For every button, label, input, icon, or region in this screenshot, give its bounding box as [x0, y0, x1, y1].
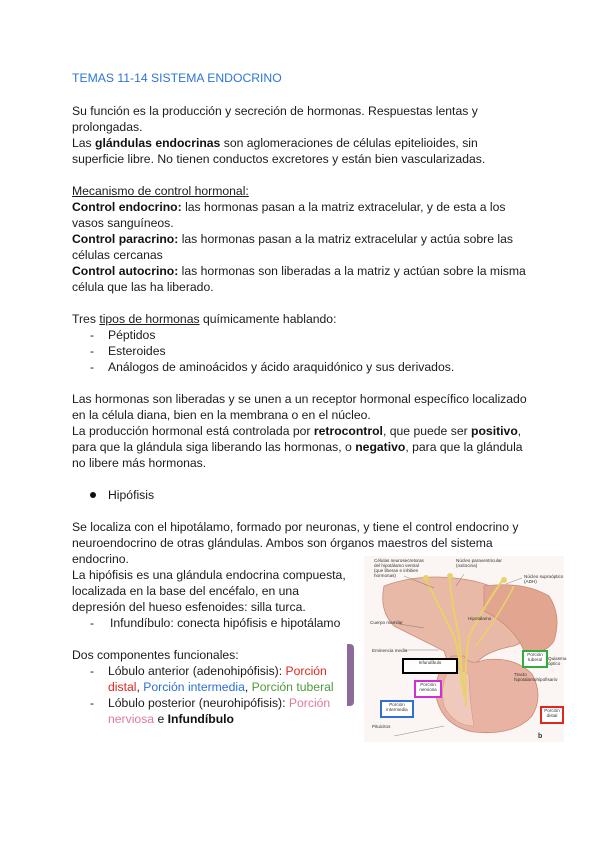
- box-label: Porción tuberal: [527, 652, 543, 662]
- glands-line-2: superficie libre. No tienen conductos excretores y están bien vascularizadas.: [72, 152, 486, 166]
- box-label: Porción intermedia: [386, 702, 408, 712]
- anterior-line-1: [108, 663, 327, 679]
- infundibulo-item: Infundíbulo: conecta hipófisis e hipotálamo: [110, 616, 341, 630]
- type-item: Esteroides: [108, 344, 166, 358]
- release-line-5: no libere más hormonas.: [72, 456, 207, 470]
- control-heading: [72, 183, 249, 199]
- label-supraoptic: Núcleo supraóptico (ADH): [524, 574, 564, 584]
- nerviosa-box: [414, 680, 442, 698]
- text-span: ,: [244, 680, 252, 694]
- box-label: Porción distal: [544, 708, 560, 718]
- dash-marker: -: [90, 328, 95, 342]
- text-span: las hormonas pasan a la matriz extracelular, y de esta a los: [181, 200, 506, 214]
- porcion-nerviosa-text: nerviosa: [108, 712, 155, 726]
- intro-line-1: Su función es la producción y secreción de hormonas. Respuestas lentas y: [72, 104, 478, 118]
- porcion-distal-text: Porción: [285, 664, 327, 678]
- histology-image-edge: [347, 644, 354, 706]
- release-line-3: [72, 423, 521, 439]
- release-line-1: Las hormonas son liberadas y se unen a un receptor hormonal específico localizado: [72, 392, 527, 406]
- label-neuro-cells: Células neurosecretoras del hipotálamo ventral (que liberan e inhiben hormonas): [374, 558, 424, 578]
- hipofisis-p1-line-3: endocrino.: [72, 552, 129, 566]
- bold-term: Control paracrino:: [72, 232, 179, 246]
- types-heading: [72, 311, 336, 327]
- control-endocrino: [72, 199, 506, 215]
- bold-term: glándulas endocrinas: [95, 136, 221, 150]
- hipofisis-p2-line-3: depresión del hueso esfenoides: silla turca.: [72, 600, 306, 614]
- underlined-term: tipos de hormonas: [99, 312, 200, 326]
- document-title: TEMAS 11-14 SISTEMA ENDOCRINO: [72, 71, 282, 85]
- control-autocrino: [72, 263, 526, 279]
- porcion-distal-text: distal: [108, 680, 137, 694]
- control-paracrino: [72, 231, 513, 247]
- porcion-tuberal-text: Porción tuberal: [251, 680, 334, 694]
- bold-term: Control endocrino:: [72, 200, 182, 214]
- anterior-line-2: [108, 679, 334, 695]
- hipofisis-p2-line-2: localizada en la base del encéfalo, en una: [72, 584, 299, 598]
- porcion-intermedia-text: Porción intermedia: [143, 680, 245, 694]
- text-span: ,: [517, 424, 522, 438]
- infundibulo-box: [402, 658, 458, 674]
- intro-line-2: prolongadas.: [72, 120, 143, 134]
- text-span: las hormonas son liberadas a la matriz y actúan sobre la misma: [178, 264, 526, 278]
- text-span: químicamente hablando:: [199, 312, 337, 326]
- text-span: Las: [72, 136, 96, 150]
- label-pituicitos: Pituicitos: [372, 724, 391, 729]
- bold-term: positivo: [471, 424, 518, 438]
- dash-marker: -: [90, 360, 95, 374]
- bold-term: Infundíbulo: [167, 712, 234, 726]
- box-label: Porción nerviosa: [419, 682, 437, 692]
- label-hipotalamo: Hipotálamo: [468, 616, 492, 621]
- bold-term: Control autocrino:: [72, 264, 179, 278]
- dash-marker: -: [90, 696, 95, 710]
- text-span: son aglomeraciones de células epitelioides, sin: [220, 136, 478, 150]
- hipofisis-p2-line-1: La hipófisis es una glándula endocrina compuesta,: [72, 568, 346, 582]
- text-span: ,: [136, 680, 144, 694]
- dash-marker: -: [90, 616, 95, 630]
- distal-box: [540, 706, 564, 724]
- text-span: , que puede ser: [382, 424, 472, 438]
- bold-term: negativo: [355, 440, 406, 454]
- type-item: Péptidos: [108, 328, 156, 342]
- porcion-nerviosa-text: Porción: [288, 696, 331, 710]
- figure-letter: b: [538, 733, 543, 740]
- text-span: , para que la glándula: [405, 440, 523, 454]
- text-span: las hormonas pasan a la matriz extracelular y actúa sobre las: [178, 232, 513, 246]
- label-quiasma: Quiasma óptico: [548, 656, 567, 666]
- dash-marker: -: [90, 664, 95, 678]
- hypophysis-diagram: [364, 556, 567, 742]
- dash-marker: -: [90, 344, 95, 358]
- control-autocrino-2: célula que las ha liberado.: [72, 280, 214, 294]
- label-paraventricular: Núcleo paraventricular (oxitocina): [456, 558, 502, 568]
- posterior-line-1: [108, 695, 330, 711]
- control-endocrino-2: vasos sanguíneos.: [72, 216, 174, 230]
- text-span: para que la glándula siga liberando las hormonas, o: [72, 440, 356, 454]
- control-paracrino-2: células cercanas: [72, 248, 163, 262]
- text-span: Lóbulo posterior (neurohipófisis):: [108, 696, 289, 710]
- release-line-4: [72, 439, 523, 455]
- release-line-2: en la célula diana, bien en la membrana o en el núcleo.: [72, 408, 371, 422]
- text-span: Lóbulo anterior (adenohipófisis):: [108, 664, 286, 678]
- hipofisis-bullet: Hipófisis: [108, 488, 155, 502]
- text-span: La producción hormonal está controlada por: [72, 424, 314, 438]
- text-span: e: [154, 712, 168, 726]
- text-span: Tres: [72, 312, 100, 326]
- bullet-dot: [90, 492, 96, 498]
- components-heading: Dos componentes funcionales:: [72, 648, 239, 662]
- label-tracto: Tracto hipotalamohipofisario: [514, 672, 558, 682]
- box-label: Infundíbulo: [418, 660, 442, 665]
- bold-term: retrocontrol: [313, 424, 383, 438]
- label-eminencia: Eminencia media: [372, 648, 408, 653]
- tuberal-box: [522, 650, 548, 668]
- intermedia-box: [380, 700, 414, 718]
- hipofisis-p1-line-2: neuroendocrino de otras glándulas. Ambos son órganos maestros del sistema: [72, 536, 493, 550]
- glands-line: [72, 135, 478, 151]
- posterior-line-2: [108, 711, 234, 727]
- type-item: Análogos de aminoácidos y ácido araquidónico y sus derivados.: [108, 360, 455, 374]
- hipofisis-p1-line-1: Se localiza con el hipotálamo, formado por neuronas, y tiene el control endocrino y: [72, 520, 519, 534]
- underlined-heading: Mecanismo de control hormonal:: [72, 184, 249, 198]
- label-mamilar: Cuerpo mamilar: [370, 620, 403, 625]
